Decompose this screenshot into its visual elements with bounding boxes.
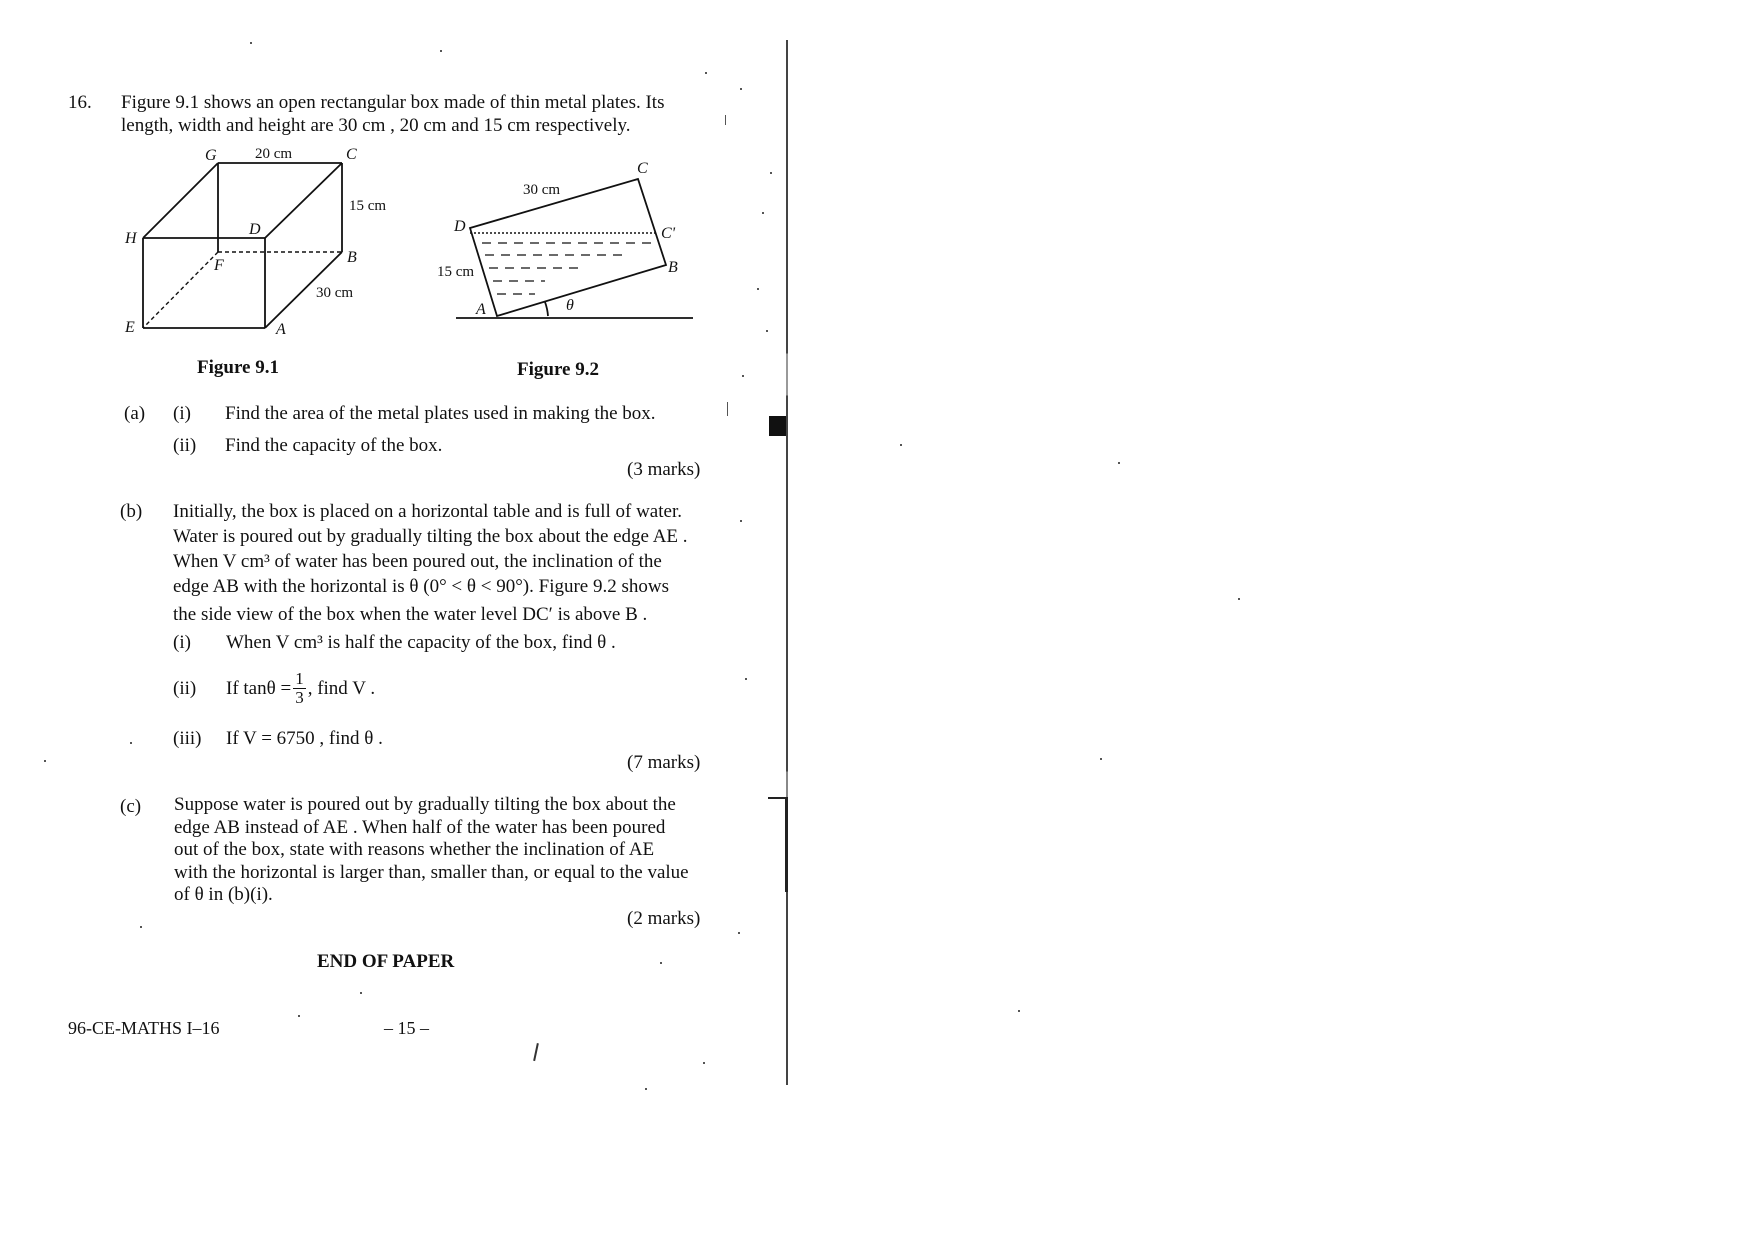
footer-page-number: – 15 – — [384, 1018, 429, 1038]
fig1-label-g: G — [205, 147, 217, 164]
part-a-label: (a) — [124, 403, 146, 424]
fig1-label-a: A — [276, 321, 286, 338]
fig1-label-e: E — [125, 319, 135, 336]
question-intro-line2: length, width and height are 30 cm , 20 cm and 15 cm respectively. — [121, 115, 631, 136]
scan-speck — [705, 72, 707, 74]
fraction-one-third — [293, 670, 306, 707]
scan-bracket-side — [785, 797, 788, 892]
end-of-paper: END OF PAPER — [317, 951, 455, 972]
part-b-ii-expression — [226, 665, 375, 711]
scan-speck — [900, 444, 902, 446]
fig2-label-d: D — [454, 218, 466, 235]
scan-speck — [360, 992, 362, 994]
scan-speck — [1100, 758, 1102, 760]
part-b-ii-label: (ii) — [173, 678, 197, 699]
scan-speck — [745, 678, 747, 680]
scan-speck — [757, 288, 759, 290]
scan-speck — [766, 330, 768, 332]
question-number: 16. — [68, 92, 92, 113]
scan-speck — [660, 962, 662, 964]
scan-speck — [742, 375, 744, 377]
scan-speck — [140, 926, 142, 928]
part-b-ii-suffix: , find V . — [307, 677, 376, 699]
part-b-line4: edge AB with the horizontal is θ (0° < θ < 90°). Figure 9.2 shows — [173, 576, 670, 597]
part-b-line2: Water is poured out by gradually tilting the box about the edge AE . — [173, 526, 688, 547]
fig2-label-a: A — [476, 301, 486, 318]
part-b-ii-prefix: If tanθ = — [226, 677, 292, 699]
part-b-line5: the side view of the box when the water level DC′ is above B . — [173, 604, 648, 625]
figure-9-1 — [120, 140, 410, 350]
scan-speck — [740, 520, 742, 522]
part-b-i-text: When V cm³ is half the capacity of the box, find θ . — [226, 632, 616, 653]
fig2-label-c-prime: C' — [661, 225, 676, 242]
fig2-dim-height: 15 cm — [437, 264, 475, 280]
part-c-line3: out of the box, state with reasons whether the inclination of AE — [174, 839, 655, 860]
fig2-label-b: B — [668, 259, 678, 276]
fig1-dim-width: 20 cm — [255, 146, 293, 162]
scan-speck — [740, 88, 742, 90]
fig2-label-theta: θ — [566, 297, 574, 314]
fraction-denominator: 3 — [295, 687, 304, 707]
scan-speck — [770, 172, 772, 174]
question-intro-line1: Figure 9.1 shows an open rectangular box made of thin metal plates. Its — [121, 92, 665, 113]
fig1-label-d: D — [249, 221, 261, 238]
scan-speck — [645, 1088, 647, 1090]
part-c-label: (c) — [120, 796, 142, 817]
part-c-marks: (2 marks) — [627, 908, 701, 929]
scan-speck — [762, 212, 764, 214]
scan-speck — [298, 1015, 300, 1017]
part-b-intro — [173, 499, 688, 627]
part-b-label: (b) — [120, 501, 143, 522]
fig2-label-c: C — [637, 160, 648, 177]
part-a-i-label: (i) — [173, 403, 191, 424]
part-a-ii-text: Find the capacity of the box. — [225, 435, 443, 456]
scan-speck — [1118, 462, 1120, 464]
part-c-line5: of θ in (b)(i). — [174, 884, 273, 905]
scan-speck — [44, 760, 46, 762]
fig1-label-f: F — [214, 257, 224, 274]
part-b-iii-text: If V = 6750 , find θ . — [226, 728, 383, 749]
scan-speck — [1018, 1010, 1020, 1012]
scan-speck — [1238, 598, 1240, 600]
scan-binding-line — [786, 40, 788, 1085]
fig1-dim-length: 30 cm — [316, 285, 354, 301]
figure-9-2 — [430, 150, 710, 330]
fig1-dim-height: 15 cm — [349, 198, 387, 214]
scan-registration-mark — [769, 416, 786, 436]
part-a-i-text: Find the area of the metal plates used in making the box. — [225, 403, 656, 424]
fig1-label-b: B — [347, 249, 357, 266]
part-b-line3: When V cm³ of water has been poured out, the inclination of the — [173, 551, 662, 572]
part-b-iii-label: (iii) — [173, 728, 202, 749]
scan-bracket-mark — [768, 797, 786, 799]
scan-speck — [440, 50, 442, 52]
part-c-line1: Suppose water is poured out by gradually tilting the box about the — [174, 794, 676, 815]
fraction-numerator: 1 — [295, 668, 304, 688]
part-b-marks: (7 marks) — [627, 752, 701, 773]
fig1-label-h: H — [125, 230, 137, 247]
scan-speck — [738, 932, 740, 934]
scan-speck — [725, 115, 726, 125]
part-b-line1: Initially, the box is placed on a horizontal table and is full of water. — [173, 501, 682, 522]
scan-speck — [250, 42, 252, 44]
part-a-marks: (3 marks) — [627, 459, 701, 480]
part-c-line2: edge AB instead of AE . When half of the water has been poured — [174, 816, 666, 838]
scan-speck — [703, 1062, 705, 1064]
scan-speck — [727, 402, 728, 416]
scan-speck — [130, 742, 132, 744]
fig1-label-c: C — [346, 146, 357, 163]
part-b-i-label: (i) — [173, 632, 191, 653]
part-c-text — [174, 794, 689, 907]
footer-paper-code: 96-CE-MATHS I–16 — [68, 1018, 220, 1038]
part-c-line4: with the horizontal is larger than, smaller than, or equal to the value — [174, 861, 689, 883]
scan-pen-stroke — [533, 1043, 538, 1061]
figure-9-2-caption: Figure 9.2 — [517, 359, 599, 380]
part-a-ii-label: (ii) — [173, 435, 197, 456]
figure-9-1-caption: Figure 9.1 — [197, 357, 279, 378]
fig2-dim-length: 30 cm — [523, 182, 561, 198]
